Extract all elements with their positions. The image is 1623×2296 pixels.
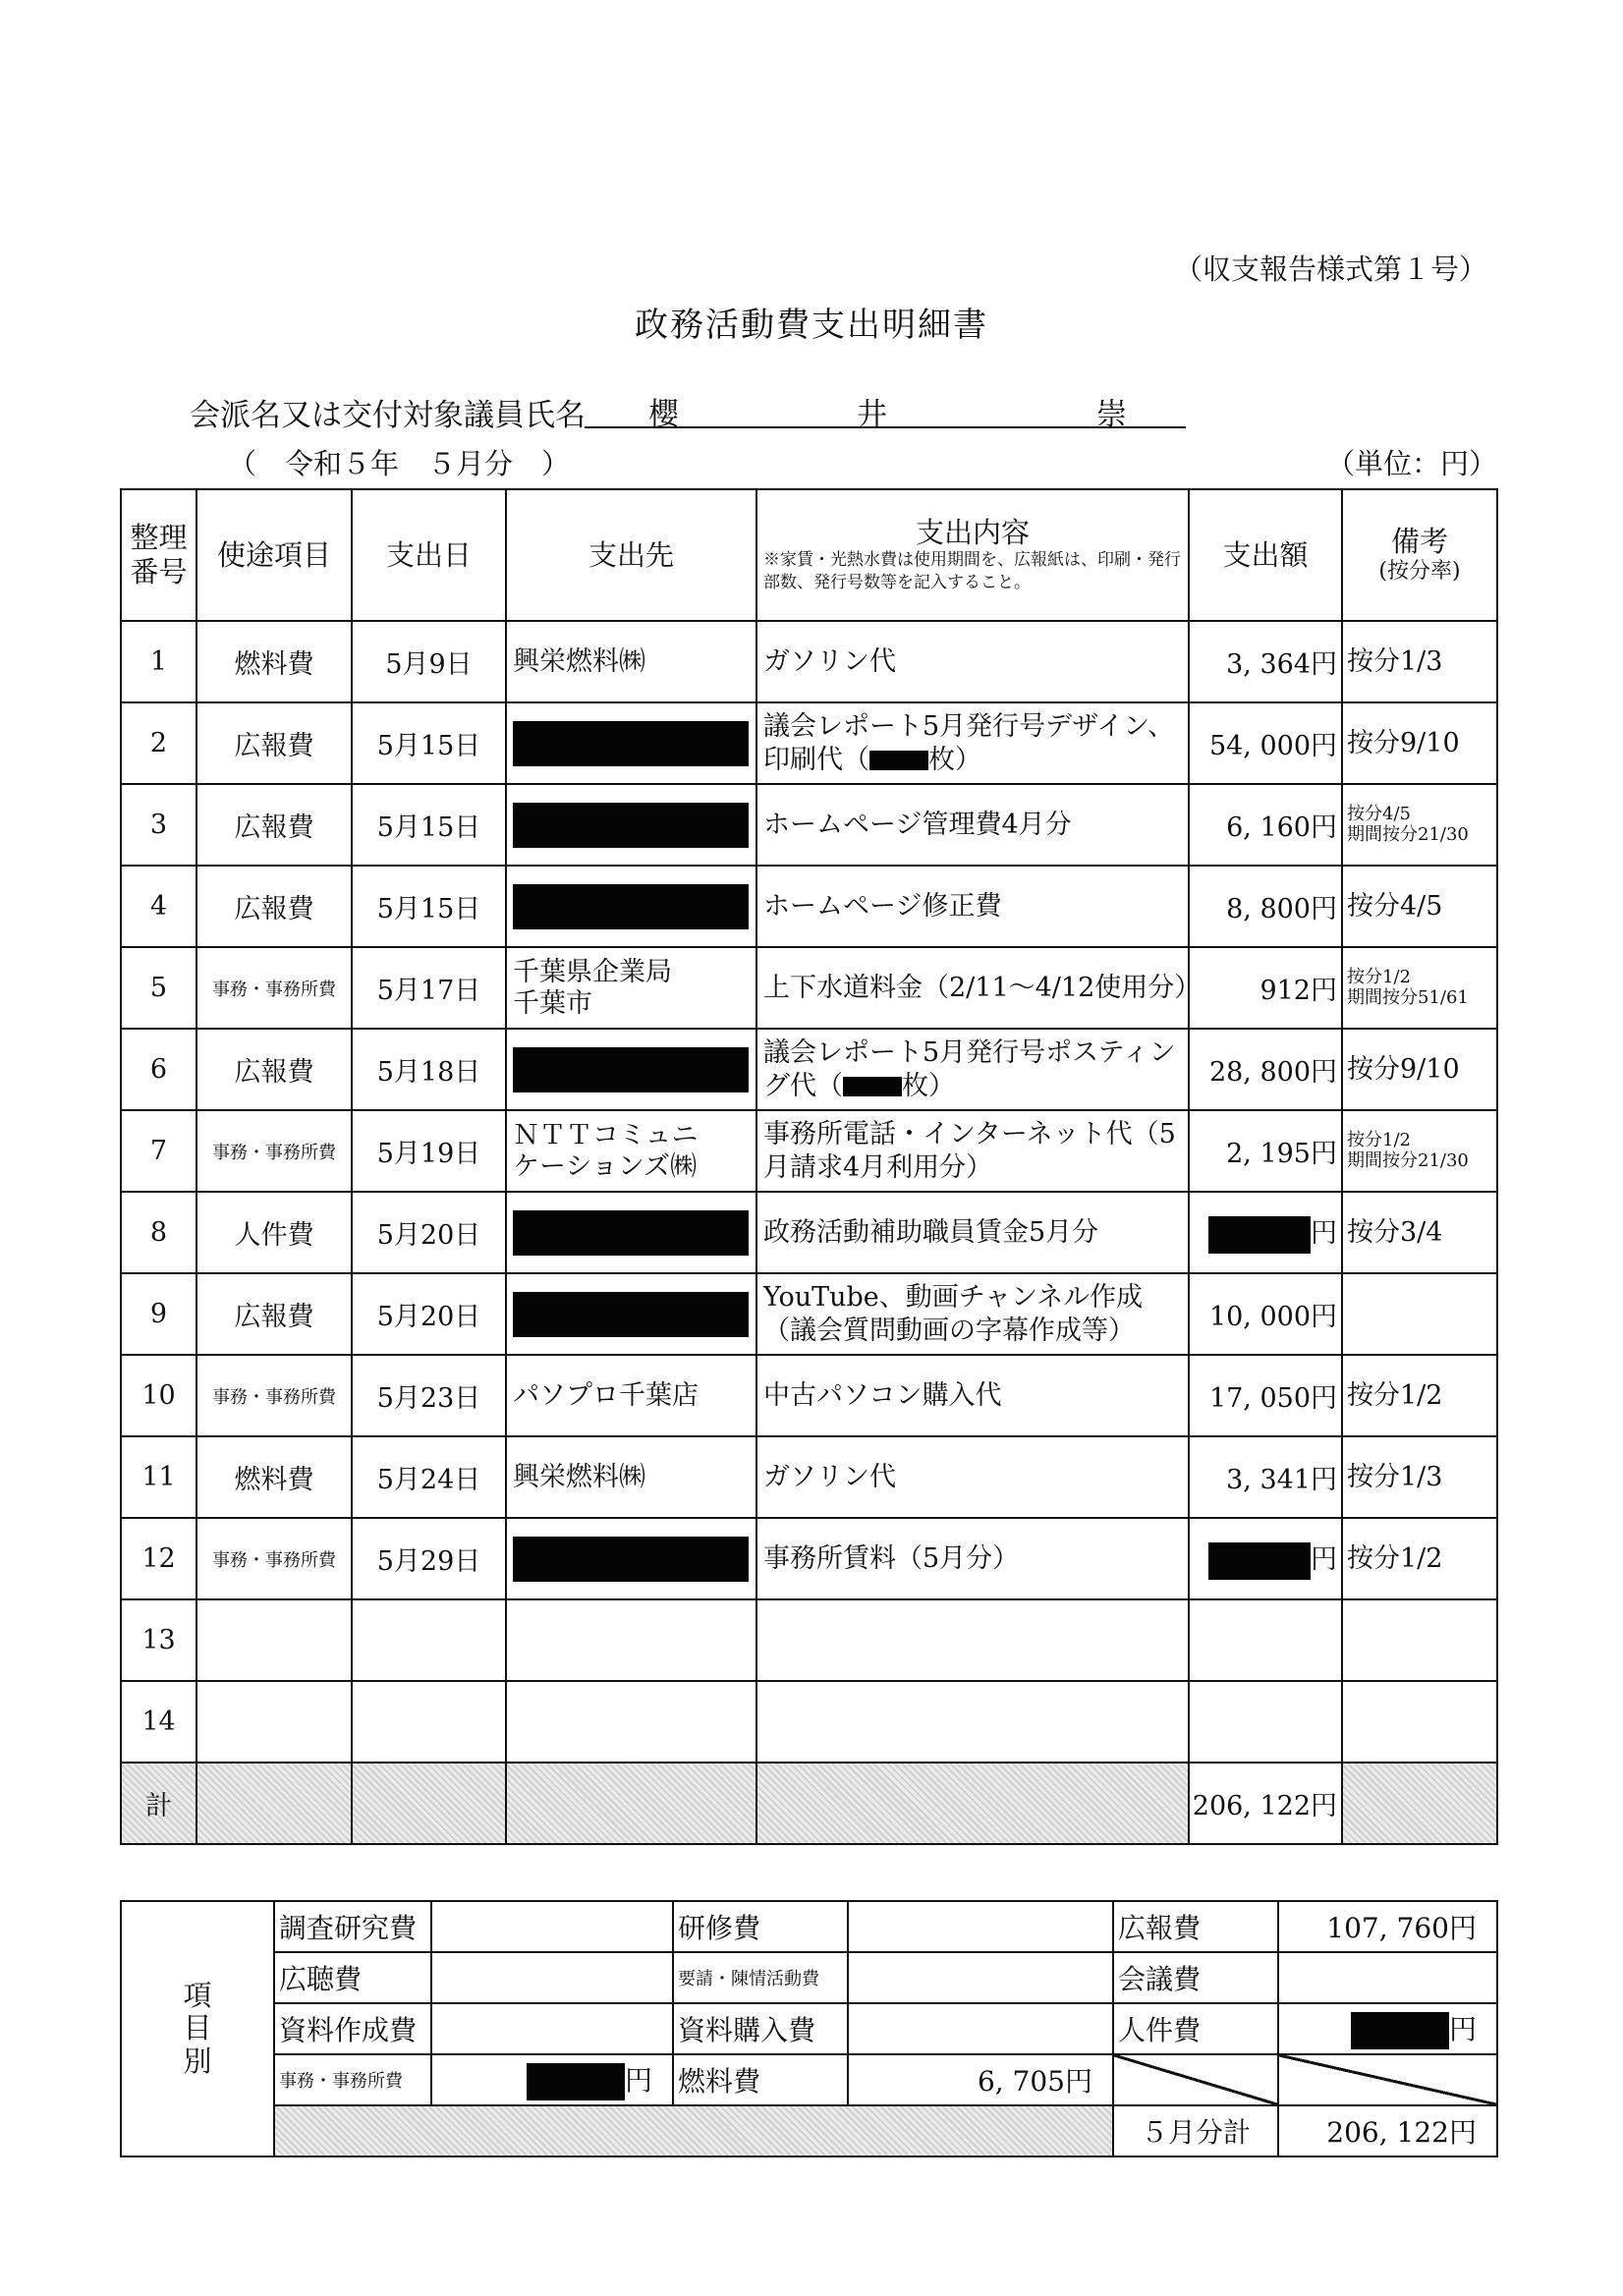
payee-text: ＮＴＴコミュニ ケーションズ㈱ <box>513 1120 699 1182</box>
personnel-suffix: 円 <box>1448 2012 1477 2045</box>
row-payee <box>506 866 756 947</box>
row-date <box>352 1681 506 1763</box>
row-remarks: 按分1/2 <box>1342 1355 1497 1436</box>
header-category: 使途項目 <box>196 489 352 621</box>
row-amount <box>1189 784 1342 866</box>
office-label: 事務・事務所費 <box>274 2054 431 2105</box>
row-remarks: 按分1/2 期間按分21/30 <box>1342 1110 1497 1192</box>
row-payee <box>506 1436 756 1518</box>
row-number: 14 <box>121 1681 196 1763</box>
row-date: 5月17日 <box>352 947 506 1029</box>
report-period: （ 令和５年 ５月分 ） <box>228 447 571 480</box>
redacted-payee <box>513 1292 749 1337</box>
diagonal-blank-cell <box>1113 2054 1278 2105</box>
content-text-after: 枚） <box>928 744 981 775</box>
content-text: 上下水道料金（2/11～4/12使用分） <box>763 972 1202 1003</box>
amount-text: 912円 <box>1259 976 1337 1006</box>
amount-text: 8, 800円 <box>1226 894 1337 924</box>
row-content <box>756 866 1189 947</box>
table-row <box>121 1273 1497 1355</box>
total-blank-cell <box>1342 1763 1497 1844</box>
redacted-amount <box>527 2063 625 2100</box>
row-number: 13 <box>121 1599 196 1681</box>
redacted-payee <box>513 884 749 929</box>
row-amount <box>1189 1518 1342 1599</box>
row-content <box>756 1355 1189 1436</box>
row-category <box>196 1681 352 1763</box>
payee-text: 千葉県企業局 千葉市 <box>513 957 672 1019</box>
summary-row <box>121 1952 1497 2003</box>
row-content <box>756 1599 1189 1681</box>
row-remarks <box>1342 1681 1497 1763</box>
table-row <box>121 1518 1497 1599</box>
redacted-payee <box>513 803 749 848</box>
total-blank-cell <box>352 1763 506 1844</box>
amount-text: 3, 341円 <box>1226 1465 1337 1495</box>
row-number: 4 <box>121 866 196 947</box>
summary-row <box>121 2054 1497 2105</box>
summary-row <box>121 2105 1497 2156</box>
fuel-label: 燃料費 <box>673 2054 848 2105</box>
row-payee <box>506 1518 756 1599</box>
office-value <box>431 2054 673 2105</box>
header-content-title: 支出内容 <box>915 515 1030 549</box>
content-text: 議会レポート5月発行号ポスティング代（ <box>763 1036 1176 1101</box>
petition-value <box>848 1952 1113 2003</box>
amount-suffix: 円 <box>1311 1544 1337 1576</box>
row-content <box>756 1436 1189 1518</box>
redacted-payee <box>513 1537 749 1582</box>
pr-label: 広報費 <box>1113 1901 1278 1952</box>
row-category: 広報費 <box>196 866 352 947</box>
row-remarks <box>1342 1273 1497 1355</box>
summary-row <box>121 1901 1497 1952</box>
materials-make-value <box>431 2003 673 2054</box>
currency-unit: （単位：円） <box>1326 447 1498 480</box>
row-remarks <box>1342 1599 1497 1681</box>
row-content <box>756 1681 1189 1763</box>
row-number: 10 <box>121 1355 196 1436</box>
research-value <box>431 1901 673 1952</box>
table-row <box>121 621 1497 702</box>
side-char-3: 別 <box>183 2044 212 2078</box>
row-date: 5月18日 <box>352 1029 506 1110</box>
row-amount <box>1189 947 1342 1029</box>
row-content <box>756 1110 1189 1192</box>
row-payee <box>506 1110 756 1192</box>
row-date: 5月9日 <box>352 621 506 702</box>
redacted-amount <box>1351 2012 1449 2049</box>
total-amount: 206, 122円 <box>1189 1763 1342 1844</box>
row-remarks: 按分3/4 <box>1342 1192 1497 1273</box>
row-category: 人件費 <box>196 1192 352 1273</box>
row-number: 11 <box>121 1436 196 1518</box>
office-suffix: 円 <box>624 2063 652 2097</box>
row-number: 1 <box>121 621 196 702</box>
row-date: 5月24日 <box>352 1436 506 1518</box>
header-no-line2: 番号 <box>130 555 188 588</box>
row-content <box>756 784 1189 866</box>
amount-text: 54, 000円 <box>1208 731 1337 761</box>
row-number: 3 <box>121 784 196 866</box>
table-row <box>121 866 1497 947</box>
row-remarks: 按分4/5 <box>1342 866 1497 947</box>
personnel-value <box>1278 2003 1497 2054</box>
content-text: YouTube、動画チャンネル作成（議会質問動画の字幕作成等） <box>763 1281 1144 1346</box>
table-row <box>121 1192 1497 1273</box>
row-content <box>756 947 1202 1029</box>
row-category: 事務・事務所費 <box>196 1110 352 1192</box>
amount-suffix: 円 <box>1311 1218 1337 1250</box>
personnel-label: 人件費 <box>1113 2003 1278 2054</box>
petition-label: 要請・陳情活動費 <box>673 1952 848 2003</box>
row-amount <box>1189 866 1342 947</box>
row-category: 広報費 <box>196 1029 352 1110</box>
materials-buy-value <box>848 2003 1113 2054</box>
month-total-label: ５月分計 <box>1113 2105 1278 2156</box>
table-row <box>121 702 1497 784</box>
diagonal-blank-cell <box>1278 2054 1497 2105</box>
row-payee <box>506 947 756 1029</box>
row-remarks: 按分1/2 <box>1342 1518 1497 1599</box>
content-text: ガソリン代 <box>763 645 896 677</box>
hearing-label: 広聴費 <box>274 1952 431 2003</box>
table-row <box>121 1355 1497 1436</box>
row-date: 5月19日 <box>352 1110 506 1192</box>
summary-by-category <box>120 1900 1498 2157</box>
row-amount <box>1189 1192 1342 1273</box>
month-total-value: 206, 122円 <box>1278 2105 1497 2156</box>
materials-make-label: 資料作成費 <box>274 2003 431 2054</box>
content-text: 中古パソコン購入代 <box>763 1379 1002 1411</box>
amount-text: 10, 000円 <box>1208 1302 1337 1332</box>
amount-text: 17, 050円 <box>1208 1383 1337 1414</box>
row-category: 広報費 <box>196 784 352 866</box>
amount-text: 28, 800円 <box>1208 1057 1337 1088</box>
training-value <box>848 1901 1113 1952</box>
row-payee <box>506 702 756 784</box>
table-header-row <box>121 489 1497 621</box>
row-number: 6 <box>121 1029 196 1110</box>
row-category: 広報費 <box>196 702 352 784</box>
row-content <box>756 621 1189 702</box>
member-name-char-1: 櫻 <box>648 397 679 432</box>
header-amount: 支出額 <box>1189 489 1342 621</box>
content-text: 事務所賃料（5月分） <box>763 1542 1020 1574</box>
row-number: 2 <box>121 702 196 784</box>
table-row <box>121 1436 1497 1518</box>
member-name-char-3: 崇 <box>1096 397 1127 432</box>
row-amount <box>1189 702 1342 784</box>
research-label: 調査研究費 <box>274 1901 431 1952</box>
header-payee: 支出先 <box>506 489 756 621</box>
total-blank-cell <box>196 1763 352 1844</box>
table-row <box>121 947 1497 1029</box>
table-row <box>121 784 1497 866</box>
row-date: 5月20日 <box>352 1192 506 1273</box>
content-text: ホームページ修正費 <box>763 890 1002 922</box>
meeting-label: 会議費 <box>1113 1952 1278 2003</box>
header-content <box>756 489 1189 621</box>
row-category: 事務・事務所費 <box>196 1518 352 1599</box>
row-content <box>756 1518 1189 1599</box>
row-category: 事務・事務所費 <box>196 947 352 1029</box>
amount-text: 2, 195円 <box>1226 1139 1337 1169</box>
row-category: 事務・事務所費 <box>196 1355 352 1436</box>
payee-text: 興栄燃料㈱ <box>513 1461 645 1492</box>
row-amount <box>1189 1273 1342 1355</box>
materials-buy-label: 資料購入費 <box>673 2003 848 2054</box>
header-remarks-sub: (按分率) <box>1378 559 1461 585</box>
redacted-payee <box>513 1210 749 1256</box>
content-text: 事務所電話・インターネット代（5月請求4月利用分） <box>763 1118 1176 1183</box>
row-payee <box>506 1273 756 1355</box>
row-date: 5月15日 <box>352 866 506 947</box>
total-blank-cell <box>756 1763 1189 1844</box>
content-text: ホームページ管理費4月分 <box>763 809 1072 840</box>
header-no-line1: 整理 <box>130 521 188 555</box>
content-text: 政務活動補助職員賃金5月分 <box>763 1216 1099 1248</box>
row-payee <box>506 1192 756 1273</box>
row-amount <box>1189 1029 1342 1110</box>
row-remarks: 按分9/10 <box>1342 702 1497 784</box>
amount-text: 6, 160円 <box>1226 812 1337 843</box>
table-row <box>121 1110 1497 1192</box>
summary-shaded-cell <box>274 2105 1113 2156</box>
member-name-char-2: 井 <box>857 397 887 432</box>
row-content <box>756 702 1189 784</box>
row-number: 5 <box>121 947 196 1029</box>
row-number: 12 <box>121 1518 196 1599</box>
header-date: 支出日 <box>352 489 506 621</box>
row-payee <box>506 784 756 866</box>
row-number: 9 <box>121 1273 196 1355</box>
row-date <box>352 1599 506 1681</box>
row-payee <box>506 1355 756 1436</box>
row-payee <box>506 1599 756 1681</box>
row-date: 5月23日 <box>352 1355 506 1436</box>
redacted-payee <box>513 721 749 766</box>
redacted-quantity <box>843 1077 902 1096</box>
fuel-value: 6, 705円 <box>848 2054 1113 2105</box>
table-row <box>121 1681 1497 1763</box>
row-content <box>756 1273 1189 1355</box>
row-category: 燃料費 <box>196 621 352 702</box>
header-remarks <box>1342 489 1497 621</box>
header-content-note: ※家賃・光熱水費は使用期間を、広報紙は、印刷・発行部数、発行号数等を記入すること。 <box>763 550 1181 593</box>
pr-value: 107, 760円 <box>1278 1901 1497 1952</box>
row-number: 7 <box>121 1110 196 1192</box>
row-category: 広報費 <box>196 1273 352 1355</box>
redacted-amount <box>1208 1216 1311 1254</box>
side-char-1: 項 <box>183 1978 212 2012</box>
row-category <box>196 1599 352 1681</box>
row-number: 8 <box>121 1192 196 1273</box>
header-no <box>121 489 196 621</box>
payee-text: パソプロ千葉店 <box>513 1379 699 1411</box>
row-payee <box>506 621 756 702</box>
row-amount <box>1189 1110 1342 1192</box>
row-remarks: 按分1/3 <box>1342 621 1497 702</box>
row-date: 5月15日 <box>352 784 506 866</box>
member-name-label: 会派名又は交付対象議員氏名 <box>190 398 586 433</box>
expense-table <box>120 488 1498 1845</box>
content-text: 議会レポート5月発行号デザイン、印刷代（ <box>763 710 1175 775</box>
row-date: 5月29日 <box>352 1518 506 1599</box>
row-remarks: 按分1/3 <box>1342 1436 1497 1518</box>
content-text-after: 枚） <box>902 1070 955 1101</box>
redacted-payee <box>513 1047 749 1092</box>
side-char-2: 目 <box>183 2011 212 2045</box>
document-title: 政務活動費支出明細書 <box>635 306 988 345</box>
total-blank-cell <box>506 1763 756 1844</box>
payee-text: 興栄燃料㈱ <box>513 645 645 677</box>
row-remarks: 按分9/10 <box>1342 1029 1497 1110</box>
row-remarks: 按分4/5 期間按分21/30 <box>1342 784 1497 866</box>
row-payee <box>506 1681 756 1763</box>
training-label: 研修費 <box>673 1901 848 1952</box>
row-amount <box>1189 1599 1342 1681</box>
row-content <box>756 1029 1189 1110</box>
header-remarks-title: 備考 <box>1390 525 1448 559</box>
row-amount <box>1189 621 1342 702</box>
amount-text: 3, 364円 <box>1226 649 1337 680</box>
total-row <box>121 1763 1497 1844</box>
form-number: （収支報告様式第１号） <box>1174 252 1488 286</box>
redacted-quantity <box>869 751 928 770</box>
row-date: 5月20日 <box>352 1273 506 1355</box>
hearing-value <box>431 1952 673 2003</box>
row-amount <box>1189 1681 1342 1763</box>
summary-side-label <box>121 1901 274 2156</box>
total-label: 計 <box>121 1763 196 1844</box>
summary-row <box>121 2003 1497 2054</box>
row-amount <box>1189 1436 1342 1518</box>
row-date: 5月15日 <box>352 702 506 784</box>
row-category: 燃料費 <box>196 1436 352 1518</box>
content-text: ガソリン代 <box>763 1461 896 1492</box>
meeting-value <box>1278 1952 1497 2003</box>
row-content <box>756 1192 1189 1273</box>
row-remarks: 按分1/2 期間按分51/61 <box>1342 947 1497 1029</box>
redacted-amount <box>1208 1542 1311 1580</box>
row-payee <box>506 1029 756 1110</box>
table-row <box>121 1599 1497 1681</box>
table-row <box>121 1029 1497 1110</box>
row-amount <box>1189 1355 1342 1436</box>
